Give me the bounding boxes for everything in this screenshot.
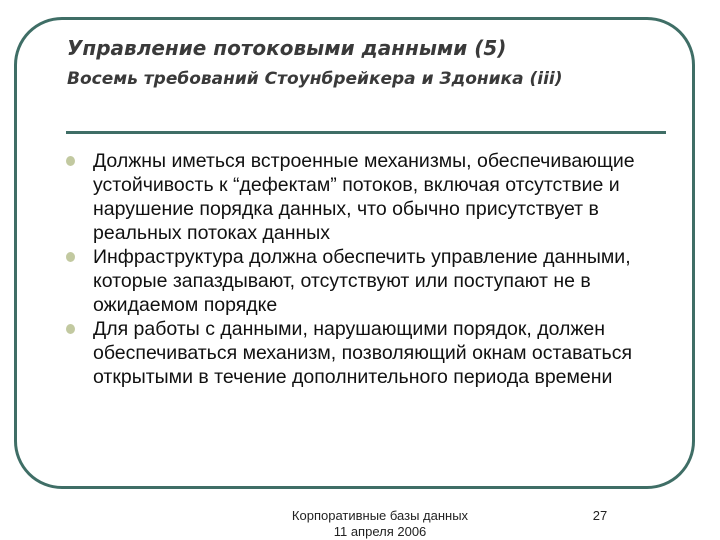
bullet-item: [66, 317, 666, 389]
bullet-text: Для работы с данными, нарушающими порядок, должен обеспечиваться механизм, позволяющий окнам оставаться открытыми в течение дополнительного периода времени: [93, 318, 633, 388]
bullet-text: Инфраструктура должна обеспечить управление данными, которые запаздывают, отсутствуют или поступают не в ожидаемом порядке: [93, 246, 631, 316]
bullet-text: Должны иметься встроенные механизмы, обеспечивающие устойчивость к “дефектам” потоков, включая отсутствие и нарушение порядка данных, что обычно присутствует в реальных потоках данных: [93, 150, 635, 244]
bullet-item: [66, 149, 666, 245]
slide-title: [67, 33, 687, 94]
footer-course: Корпоративные базы данных: [291, 508, 469, 523]
bullet-dot-icon: [66, 156, 75, 166]
title-divider: [66, 131, 666, 134]
title-line-2: Восемь требований Стоунбрейкера и Здоника (iii): [67, 69, 563, 89]
title-line-1: Управление потоковыми данными (5): [67, 36, 507, 60]
footer: [265, 508, 495, 540]
bullet-dot-icon: [66, 252, 75, 262]
footer-date: 11 апреля 2006: [333, 524, 427, 539]
bullet-item: [66, 245, 666, 317]
bullet-list: [66, 149, 666, 389]
bullet-dot-icon: [66, 324, 75, 334]
page-number: 27: [592, 508, 608, 523]
